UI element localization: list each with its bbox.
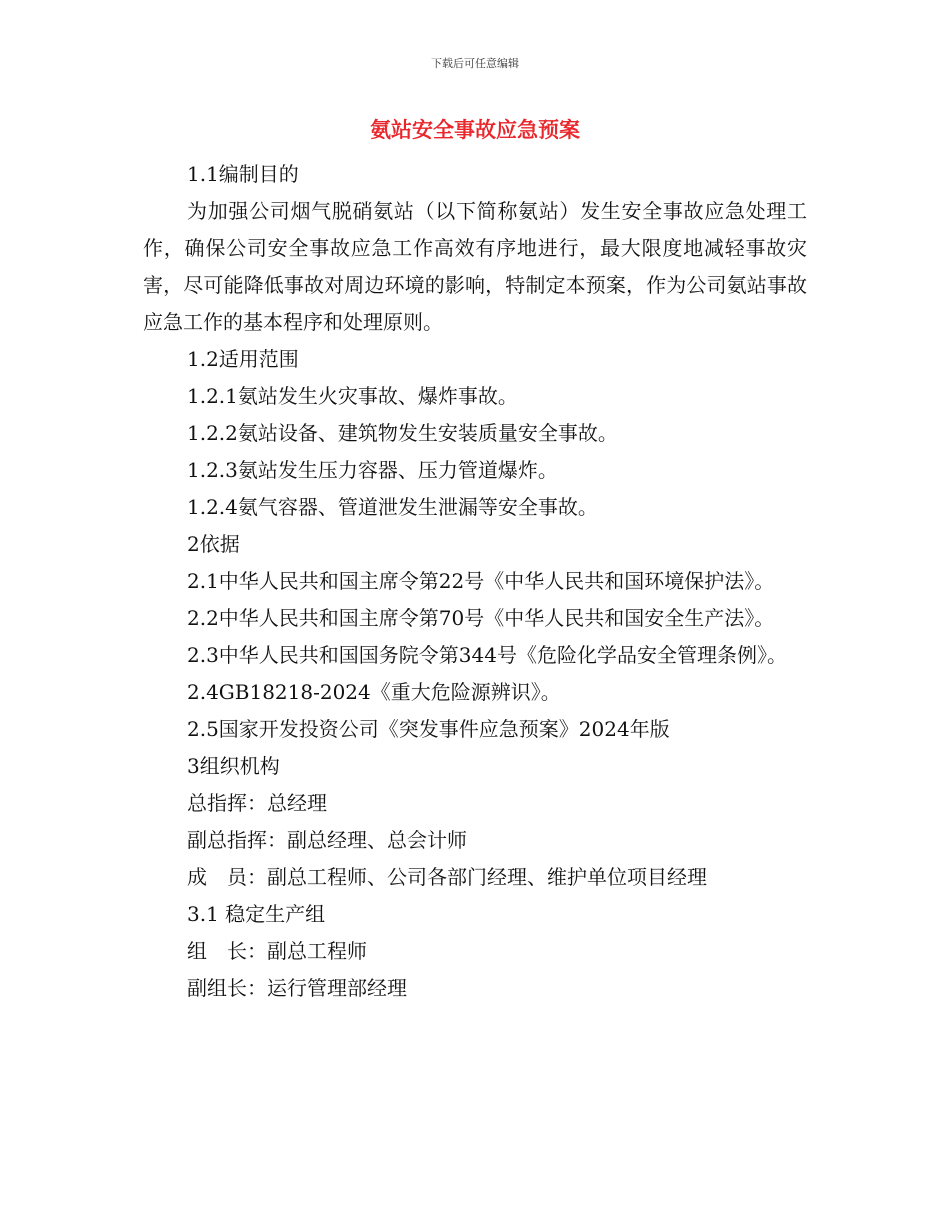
- item-2-2: 2.2中华人民共和国主席令第70号《中华人民共和国安全生产法》。: [187, 606, 775, 630]
- heading-1-1: 1.1编制目的: [187, 162, 299, 186]
- item-1-2-2: 1.2.2氨站设备、建筑物发生安装质量安全事故。: [187, 421, 618, 445]
- document-title: 氨站安全事故应急预案: [370, 118, 580, 142]
- item-1-2-1: 1.2.1氨站发生火灾事故、爆炸事故。: [187, 384, 518, 408]
- role-members: 成 员：副总工程师、公司各部门经理、维护单位项目经理: [187, 865, 707, 889]
- item-2-4: 2.4GB18218-2024《重大危险源辨识》。: [187, 680, 561, 704]
- role-group-leader: 组 长：副总工程师: [187, 939, 367, 963]
- item-2-1: 2.1中华人民共和国主席令第22号《中华人民共和国环境保护法》。: [187, 569, 775, 593]
- paragraph-purpose: 为加强公司烟气脱硝氨站（以下简称氨站）发生安全事故应急处理工作，确保公司安全事故应急工作高效有序地进行，最大限度地减轻事故灾害，尽可能降低事故对周边环境的影响，特制定本预案，作为公司氨站事故应急工作的基本程序和处理原则。: [143, 199, 807, 334]
- role-deputy-group-leader: 副组长：运行管理部经理: [187, 976, 407, 1000]
- document-body: [143, 156, 807, 1007]
- header-note: 下载后可任意编辑: [431, 57, 519, 70]
- item-1-2-3: 1.2.3氨站发生压力容器、压力管道爆炸。: [187, 458, 558, 482]
- item-2-3: 2.3中华人民共和国国务院令第344号《危险化学品安全管理条例》。: [187, 643, 787, 667]
- heading-1-2: 1.2适用范围: [187, 347, 299, 371]
- heading-2: 2依据: [187, 532, 240, 556]
- heading-3-1: 3.1 稳定生产组: [187, 902, 326, 926]
- role-commander: 总指挥：总经理: [187, 791, 327, 815]
- heading-3: 3组织机构: [187, 754, 280, 778]
- item-1-2-4: 1.2.4氨气容器、管道泄发生泄漏等安全事故。: [187, 495, 598, 519]
- item-2-5: 2.5国家开发投资公司《突发事件应急预案》2024年版: [187, 717, 670, 741]
- role-deputy-commander: 副总指挥：副总经理、总会计师: [187, 828, 467, 852]
